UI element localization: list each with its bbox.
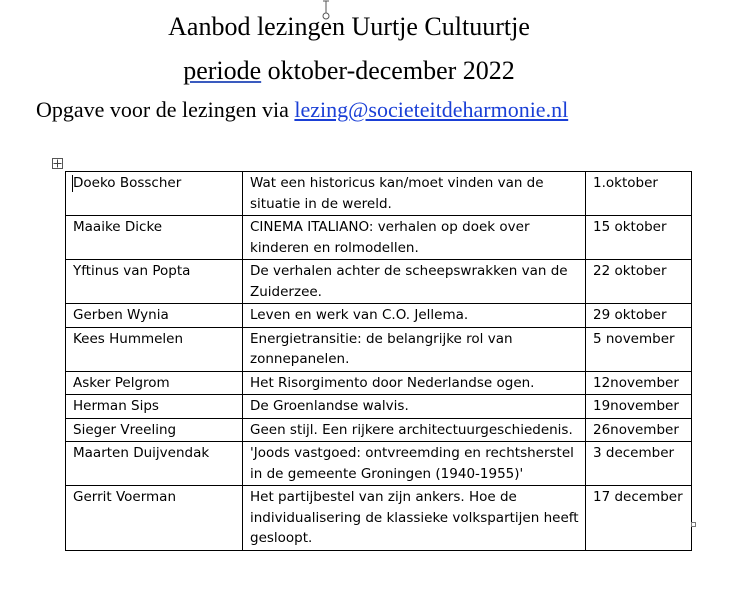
speaker-cell[interactable]: Maarten Duijvendak (66, 442, 243, 486)
table-row (66, 172, 692, 216)
topic-cell[interactable]: Leven en werk van C.O. Jellema. (243, 304, 586, 328)
table-row (66, 216, 692, 260)
date-cell[interactable]: 29 oktober (586, 304, 692, 328)
topic-cell[interactable]: Geen stijl. Een rijkere architectuurgeschiedenis. (243, 418, 586, 442)
lecture-table (65, 171, 692, 551)
date-cell[interactable]: 26november (586, 418, 692, 442)
email-link[interactable]: lezing@societeitdeharmonie.nl (294, 97, 569, 122)
speaker-cell[interactable]: Kees Hummelen (66, 327, 243, 371)
date-cell[interactable]: 3 december (586, 442, 692, 486)
topic-cell[interactable]: Het Risorgimento door Nederlandse ogen. (243, 371, 586, 395)
speaker-cell[interactable]: Maaike Dicke (66, 216, 243, 260)
topic-cell[interactable]: Wat een historicus kan/moet vinden van de situatie in de wereld. (243, 172, 586, 216)
period-line (0, 56, 698, 86)
registration-line (36, 96, 568, 124)
registration-text: Opgave voor de lezingen via (36, 97, 295, 122)
table-row (66, 327, 692, 371)
date-cell[interactable]: 22 oktober (586, 260, 692, 304)
date-cell[interactable]: 17 december (586, 486, 692, 551)
topic-cell[interactable]: 'Joods vastgoed: ontvreemding en rechtsherstel in de gemeente Groningen (1940-1955)' (243, 442, 586, 486)
date-cell[interactable]: 12november (586, 371, 692, 395)
date-cell[interactable]: 15 oktober (586, 216, 692, 260)
speaker-cell[interactable]: Doeko Bosscher (66, 172, 243, 216)
topic-cell[interactable]: CINEMA ITALIANO: verhalen op doek over kinderen en rolmodellen. (243, 216, 586, 260)
period-word: periode (183, 56, 262, 85)
page-title: Aanbod lezingen Uurtje Cultuurtje (168, 12, 530, 41)
topic-cell[interactable]: De verhalen achter de scheepswrakken van de Zuiderzee. (243, 260, 586, 304)
date-cell[interactable]: 1.oktober (586, 172, 692, 216)
period-dates: oktober-december 2022 (261, 56, 515, 85)
date-cell[interactable]: 19november (586, 395, 692, 419)
table-row (66, 395, 692, 419)
speaker-cell[interactable]: Yftinus van Popta (66, 260, 243, 304)
speaker-cell[interactable]: Herman Sips (66, 395, 243, 419)
table-move-handle-icon[interactable] (52, 158, 63, 169)
table-row (66, 260, 692, 304)
table-resize-handle-icon[interactable] (691, 522, 696, 527)
speaker-cell[interactable]: Gerrit Voerman (66, 486, 243, 551)
table-row (66, 418, 692, 442)
table-row (66, 304, 692, 328)
table-row (66, 442, 692, 486)
topic-cell[interactable]: Het partijbestel van zijn ankers. Hoe de individualisering de klassieke volkspartijen heeft gesloopt. (243, 486, 586, 551)
table-row (66, 371, 692, 395)
speaker-cell[interactable]: Asker Pelgrom (66, 371, 243, 395)
topic-cell[interactable]: Energietransitie: de belangrijke rol van zonnepanelen. (243, 327, 586, 371)
date-cell[interactable]: 5 november (586, 327, 692, 371)
text-caret (72, 175, 73, 192)
speaker-cell[interactable]: Sieger Vreeling (66, 418, 243, 442)
topic-cell[interactable]: De Groenlandse walvis. (243, 395, 586, 419)
table-row (66, 486, 692, 551)
speaker-cell[interactable]: Gerben Wynia (66, 304, 243, 328)
